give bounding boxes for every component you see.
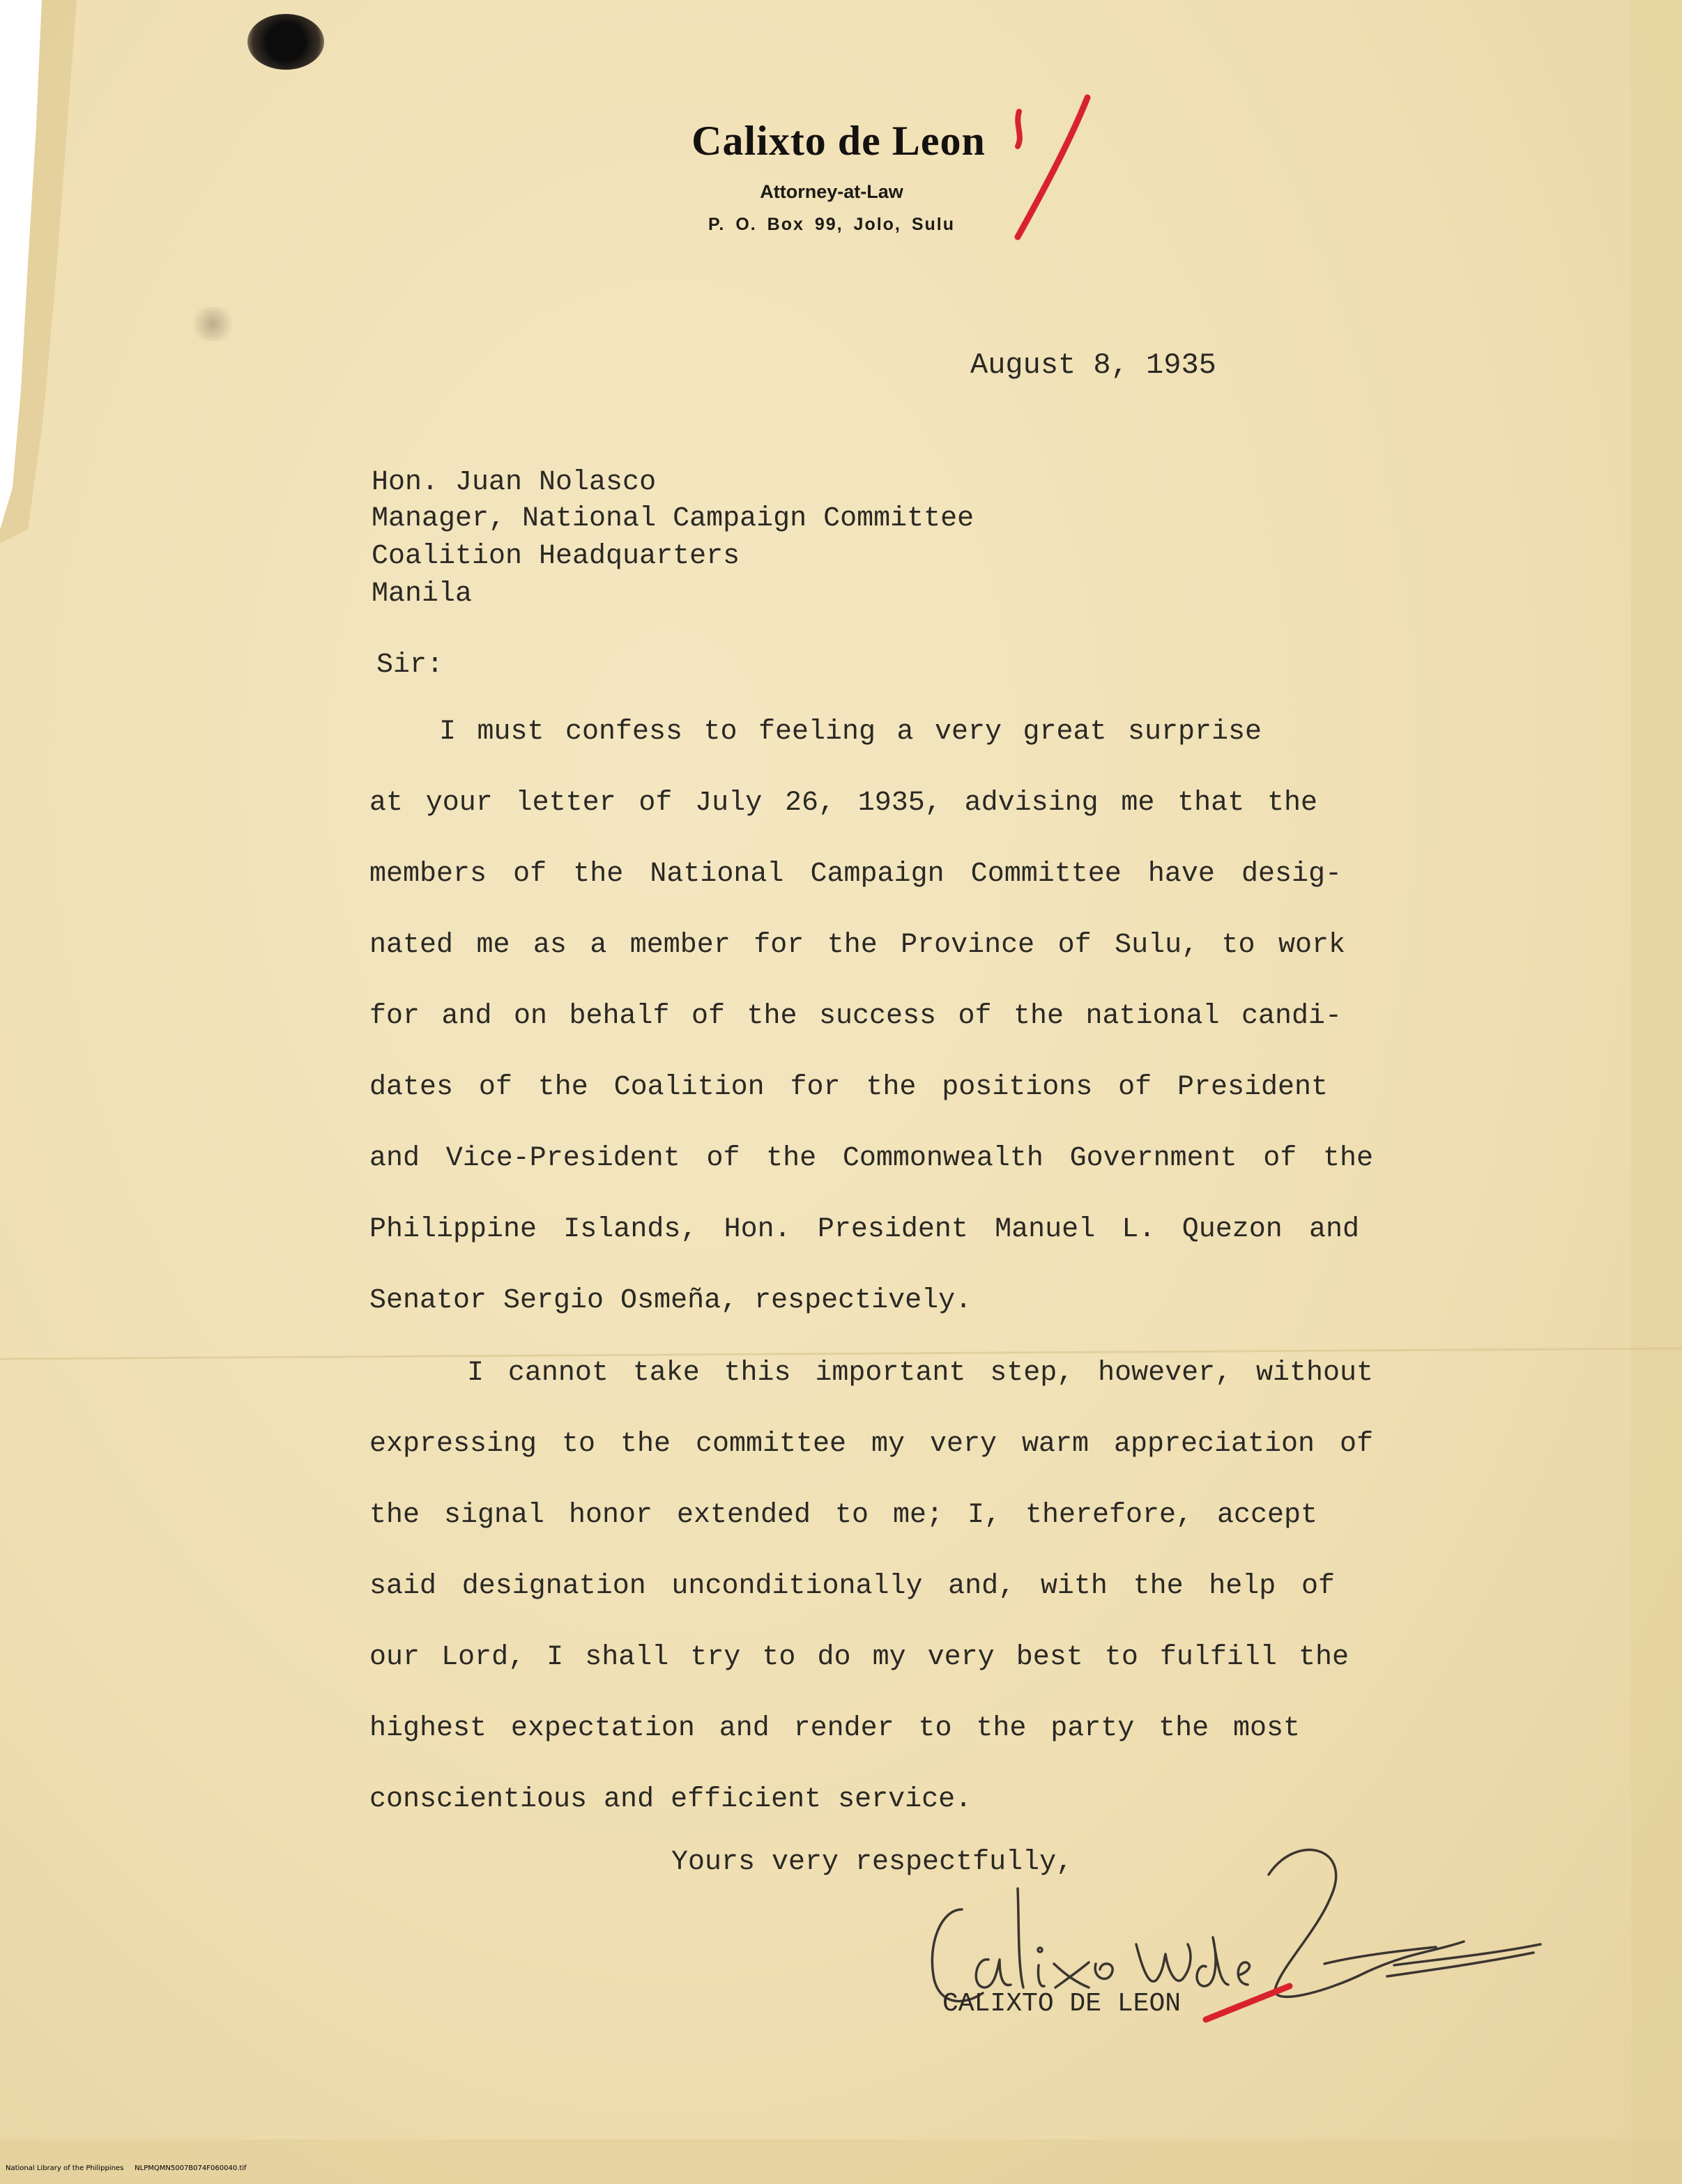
body-line: at your letter of July 26, 1935, advising me that the <box>369 787 1317 819</box>
body-line: the signal honor extended to me; I, therefore, accept <box>369 1500 1317 1531</box>
body-line: dates of the Coalition for the positions of President <box>369 1072 1328 1103</box>
recipient-office: Coalition Headquarters <box>372 541 740 572</box>
red-pencil-mark-icon <box>990 77 1129 258</box>
letterhead-name: Calixto de Leon <box>691 118 986 164</box>
body-line: nated me as a member for the Province of Sulu, to work <box>369 930 1345 961</box>
smudge <box>188 307 237 341</box>
body-line: said designation unconditionally and, with the help of <box>369 1571 1335 1602</box>
red-pencil-slash-icon <box>1199 1979 1297 2028</box>
letterhead-address: P. O. Box 99, Jolo, Sulu <box>708 215 955 234</box>
body-line: and Vice-President of the Commonwealth Government of the <box>369 1143 1373 1174</box>
recipient-city: Manila <box>372 578 473 610</box>
body-line: highest expectation and render to the party the most <box>369 1713 1300 1744</box>
letter-date: August 8, 1935 <box>970 348 1216 382</box>
recipient-position: Manager, National Campaign Committee <box>372 503 974 535</box>
letterhead-title: Attorney-at-Law <box>760 181 903 202</box>
body-line: expressing to the committee my very warm appreciation of <box>369 1429 1373 1460</box>
body-line: Philippine Islands, Hon. President Manuel L. Quezon and <box>369 1214 1359 1245</box>
body-line: conscientious and efficient service. <box>369 1784 972 1815</box>
body-line: Senator Sergio Osmeña, respectively. <box>369 1285 972 1316</box>
body-line: I cannot take this important step, however, without <box>467 1358 1373 1389</box>
body-paragraph-2 <box>369 1338 1401 1836</box>
archive-footer: National Library of the Philippines NLPMQMN5007B074F060040.tif <box>6 2164 247 2172</box>
body-line: for and on behalf of the success of the national candi- <box>369 1001 1342 1032</box>
ink-blot <box>247 14 324 70</box>
body-paragraph-1 <box>369 697 1401 1337</box>
closing: Yours very respectfully, <box>671 1847 1073 1878</box>
recipient-name: Hon. Juan Nolasco <box>372 467 657 498</box>
body-line: members of the National Campaign Committee have desig- <box>369 859 1342 890</box>
body-line: our Lord, I shall try to do my very best to fulfill the <box>369 1642 1349 1673</box>
salutation: Sir: <box>376 649 444 681</box>
typed-signature-name: CALIXTO DE LEON <box>942 1989 1182 2019</box>
body-line: I must confess to feeling a very great surprise <box>439 716 1262 748</box>
